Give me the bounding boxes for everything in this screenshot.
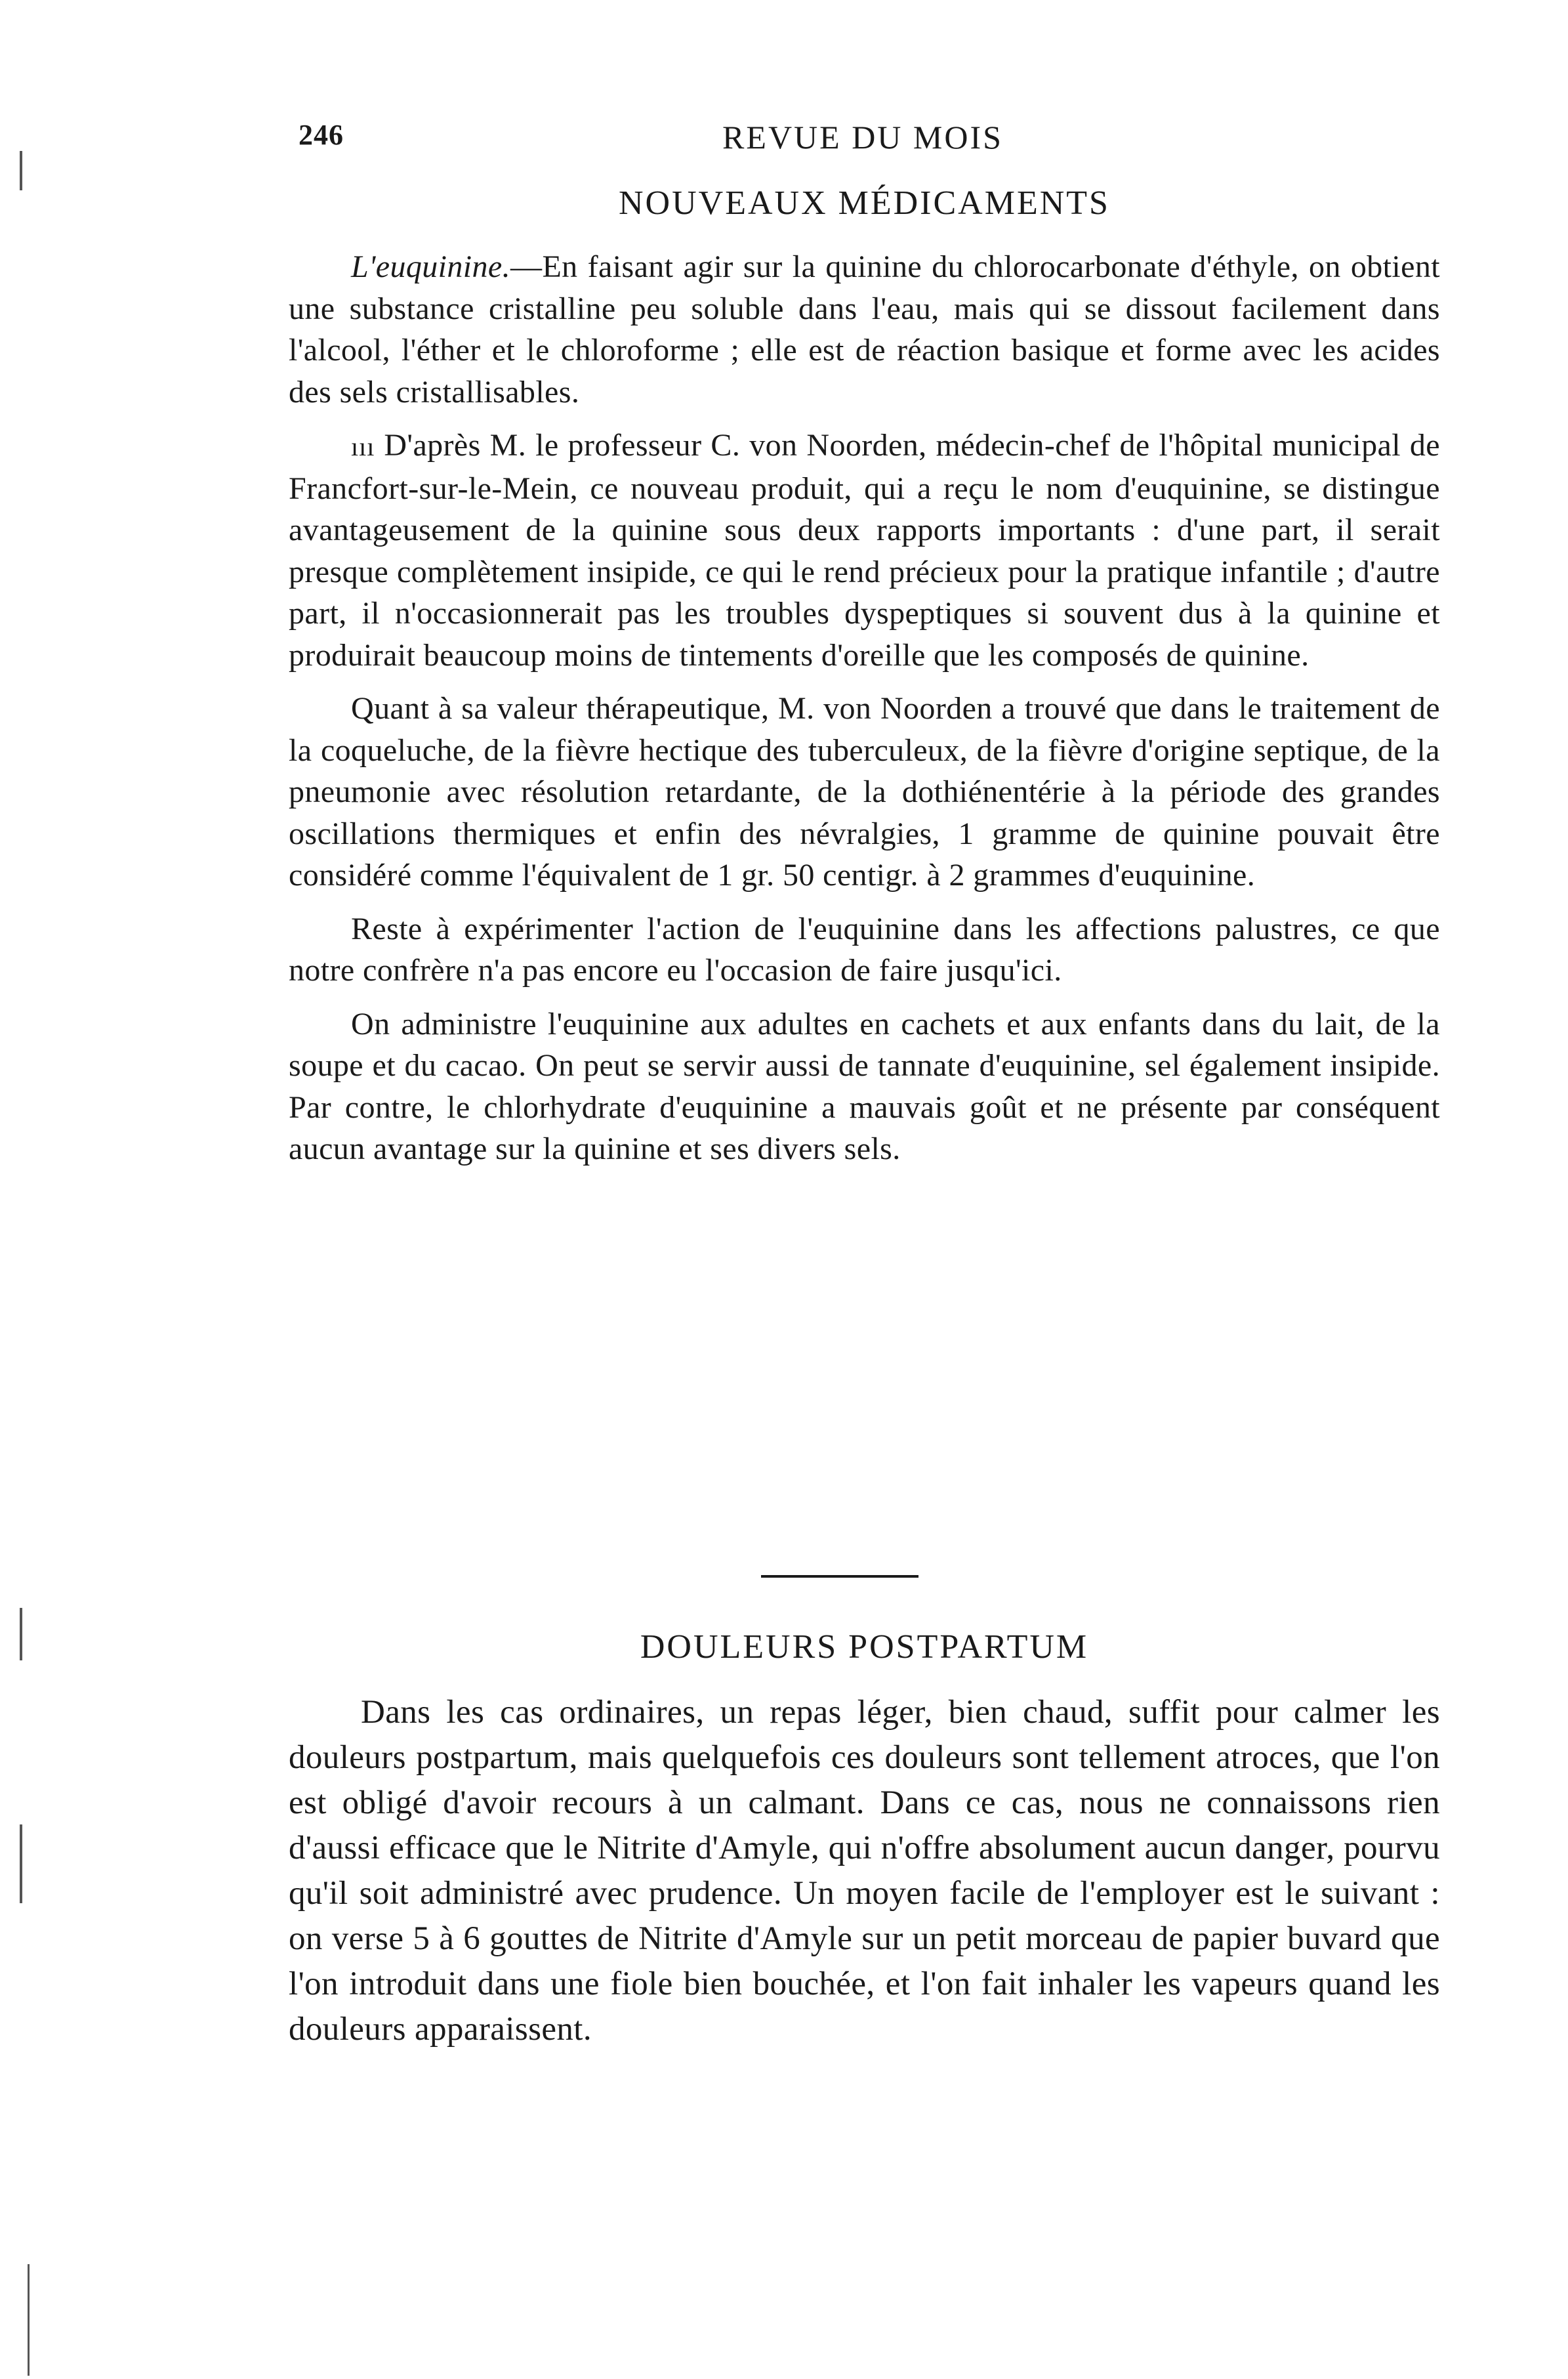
- paragraph: [289, 246, 1440, 413]
- paragraph: Dans les cas ordinaires, un repas léger, bien chaud, suffit pour calmer les douleurs postpartum, mais quelquefois ces douleurs sont tellement atroces, que l'on est obligé d'avoir recours à un calmant. Dans ce cas, nous ne connaissons rien d'aussi efficace que le Nitrite d'Amyle, qui n'offre absolument aucun danger, pourvu qu'il soit administré avec prudence. Un moyen facile de l'employer est le suivant : on verse 5 à 6 gouttes de Nitrite d'Amyle sur un petit morceau de papier buvard que l'on introduit dans une fiole bien bouchée, et l'on fait inhaler les vapeurs quand les douleurs apparaissent.: [289, 1694, 1440, 2048]
- running-title: REVUE DU MOIS: [722, 119, 1003, 156]
- page-number: 246: [299, 119, 344, 151]
- section-nouveaux-medicaments: [289, 184, 1440, 1182]
- section-douleurs-postpartum: [289, 1628, 1440, 2064]
- section-divider: [761, 1575, 918, 1578]
- paragraph: [289, 425, 1440, 676]
- margin-mark: ııı: [351, 432, 375, 461]
- scan-edge-mark: [20, 1608, 22, 1660]
- paragraph: Reste à expérimenter l'action de l'euquinine dans les affections palustres, ce que notre confrère n'a pas encore eu l'occasion de faire jusqu'ici.: [289, 911, 1440, 988]
- running-head: [299, 118, 1427, 164]
- paragraph-lead: L'euquinine.: [351, 249, 511, 284]
- paragraph-text: —En faisant agir sur la quinine du chlorocarbonate d'éthyle, on obtient une substance cristalline peu soluble dans l'eau, mais qui se dissout facilement dans l'alcool, l'éther et le chloroforme ; elle est de réaction basique et forme avec les acides des sels cristallisables.: [289, 249, 1440, 410]
- paragraph-text: D'après M. le professeur C. von Noorden, médecin-chef de l'hôpital municipal de Francfort-sur-le-Mein, ce nouveau produit, qui a reçu le nom d'euquinine, se distingue avantageusement de la quinine sous deux rapports importants : d'une part, il serait presque complètement insipide, ce qui le rend précieux pour la pratique infantile ; d'autre part, il n'occasionnerait pas les troubles dyspeptiques si souvent dus à la quinine et produirait beaucoup moins de tintements d'oreille que les composés de quinine.: [289, 428, 1441, 673]
- section-title: NOUVEAUX MÉDICAMENTS: [619, 184, 1110, 222]
- section-title: DOULEURS POSTPARTUM: [640, 1628, 1089, 1666]
- scan-edge-mark: [28, 2264, 30, 2376]
- paragraph: Quant à sa valeur thérapeutique, M. von Noorden a trouvé que dans le traitement de la coqueluche, de la fièvre hectique des tuberculeux, de la fièvre d'origine septique, de la pneumonie avec résolution retardante, de la dothiénentérie à la période des grandes oscillations thermiques et enfin des névralgies, 1 gramme de quinine pouvait être considéré comme l'équivalent de 1 gr. 50 centigr. à 2 grammes d'euquinine.: [289, 691, 1440, 893]
- scan-edge-mark: [20, 1824, 22, 1903]
- paragraph: On administre l'euquinine aux adultes en cachets et aux enfants dans du lait, de la soupe et du cacao. On peut se servir aussi de tannate d'euquinine, sel également insipide. Par contre, le chlorhydrate d'euquinine a mauvais goût et ne présente par conséquent aucun avantage sur la quinine et ses divers sels.: [289, 1006, 1440, 1166]
- scan-edge-mark: [20, 151, 22, 190]
